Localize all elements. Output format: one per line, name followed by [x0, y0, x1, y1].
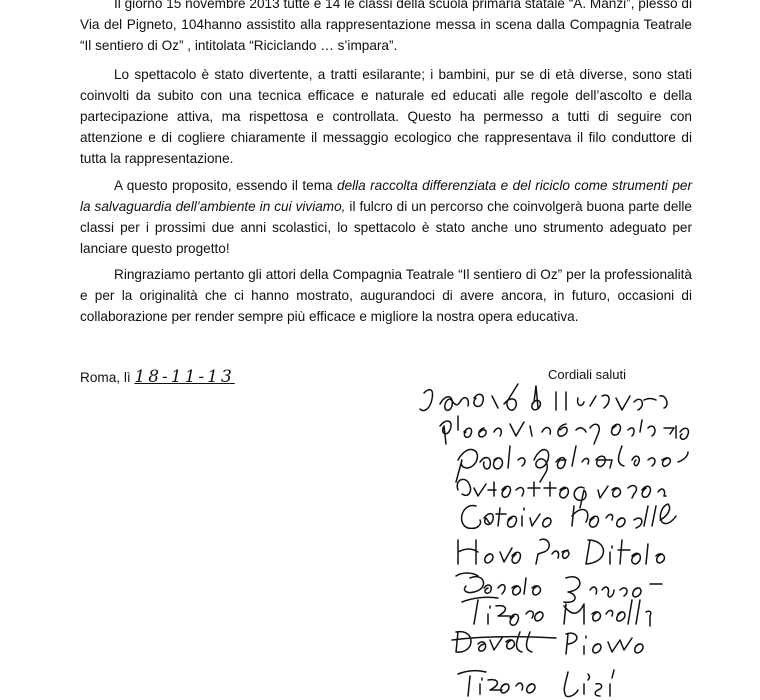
signature-7 — [452, 632, 643, 654]
paragraph-4-text: Ringraziamo pertanto gli attori della Compagnia Teatrale “Il sentiero di Oz” per la professionalità e per la originalità che ci hanno mostrato, augurandoci di avere ancora, in futuro, occasioni di collaborazione per render sempre più efficace e migliore la nostra opera educativa. — [80, 267, 692, 324]
signature-header-docenti — [420, 384, 688, 444]
signature-2 — [457, 479, 666, 508]
paragraph-1-text: Il giorno 15 novembre 2013 tutte e 14 le classi della scuola primaria statale “A. Manzi”, plesso di Via del Pigneto, 104hanno assistito alla rappresentazione messa in scena dalla Compagnia Teatrale “Il sentiero di Oz” , intitolata “Riciclando … s’impara”. — [80, 0, 692, 53]
signature-1 — [456, 446, 688, 482]
signature-6 — [462, 597, 651, 626]
paragraph-3-text-after: il fulcro di un percorso che coinvolgerà buona parte delle classi per i prossimi due anni scolastici, lo spettacolo è stato anche uno strumento adeguato per lanciare questo progetto! — [80, 199, 692, 256]
signature-8 — [458, 670, 614, 697]
paragraph-3-text-italic: della raccolta differenziata e del riciclo come strumenti per la salvaguardia dell’ambiente in cui viviamo, — [80, 178, 692, 214]
place-label: Roma, lì — [80, 370, 135, 385]
signature-3 — [462, 504, 676, 528]
paragraph-3-text-before: A questo proposito, essendo il tema — [114, 178, 338, 193]
signature-5 — [456, 573, 662, 602]
handwritten-date: 18-11-13 — [134, 367, 235, 387]
signature-4 — [458, 539, 664, 564]
closing-salutation: Cordiali saluti — [548, 367, 627, 382]
paragraph-2-text: Lo spettacolo è stato divertente, a tratti esilarante; i bambini, pur se di età diverse, sono stati coinvolti da subito con una tecnica efficace e naturale ed educati alle regole dell’ascolto e della partecipazione attiva, ma rispettosa e controllata. Questo ha permesso a tutti di seguire con attenzione e di cogliere chiaramente il messaggio ecologico che rappresentava il filo conduttore di tutta la rappresentazione. — [80, 67, 692, 166]
